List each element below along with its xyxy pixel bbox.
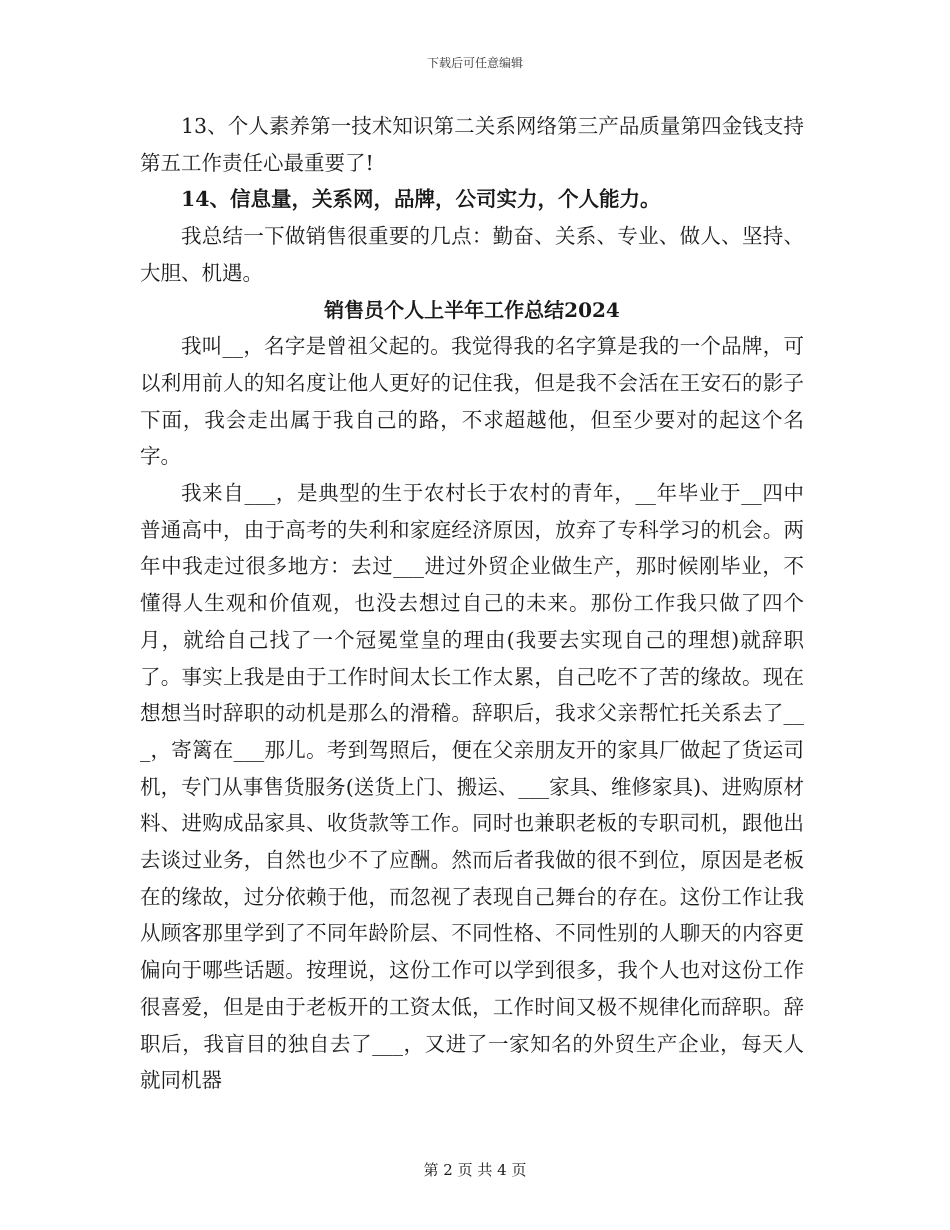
section-title: 销售员个人上半年工作总结2024: [324, 297, 620, 322]
page-header-note: 下载后可任意编辑: [426, 56, 523, 70]
document-body: [140, 108, 804, 1099]
paragraph-14: 14、信息量，关系网，品牌，公司实力，个人能力。: [181, 187, 661, 212]
page-number: 第 2 页 共 4 页: [423, 1161, 527, 1179]
section-paragraph-name: 我叫__，名字是曾祖父起的。我觉得我的名字算是我的一个品牌，可以利用前人的知名度让他人更好的记住我，但是我不会活在王安石的影子下面，我会走出属于我自己的路，不求超越他，但至少要对的起这个名字。: [140, 334, 804, 469]
paragraph-summary: 我总结一下做销售很重要的几点：勤奋、关系、专业、做人、坚持、大胆、机遇。: [140, 224, 804, 285]
section-paragraph-background: 我来自___，是典型的生于农村长于农村的青年，__年毕业于__四中普通高中，由于高考的失利和家庭经济原因，放弃了专科学习的机会。两年中我走过很多地方：去过___进过外贸企业做生产，那时候刚毕业，不懂得人生观和价值观，也没去想过自己的未来。那份工作我只做了四个月，就给自己找了一个冠冕堂皇的理由(我要去实现自己的理想)就辞职了。事实上我是由于工作时间太长工作太累，自己吃不了苦的缘故。现在想想当时辞职的动机是那么的滑稽。辞职后，我求父亲帮忙托关系去了___，寄篱在___那儿。考到驾照后，便在父亲朋友开的家具厂做起了货运司机，专门从事售货服务(送货上门、搬运、___家具、维修家具)、进购原材料、进购成品家具、收货款等工作。同时也兼职老板的专职司机，跟他出去谈过业务，自然也少不了应酬。然而后者我做的很不到位，原因是老板在的缘故，过分依赖于他，而忽视了表现自己舞台的存在。这份工作让我从顾客那里学到了不同年龄阶层、不同性格、不同性别的人聊天的内容更偏向于哪些话题。按理说，这份工作可以学到很多，我个人也对这份工作很喜爱，但是由于老板开的工资太低，工作时间又极不规律化而辞职。辞职后，我盲目的独自去了___，又进了一家知名的外贸生产企业，每天人就同机器: [140, 481, 804, 1093]
paragraph-13: 13、个人素养第一技术知识第二关系网络第三产品质量第四金钱支持第五工作责任心最重要了!: [140, 114, 804, 175]
